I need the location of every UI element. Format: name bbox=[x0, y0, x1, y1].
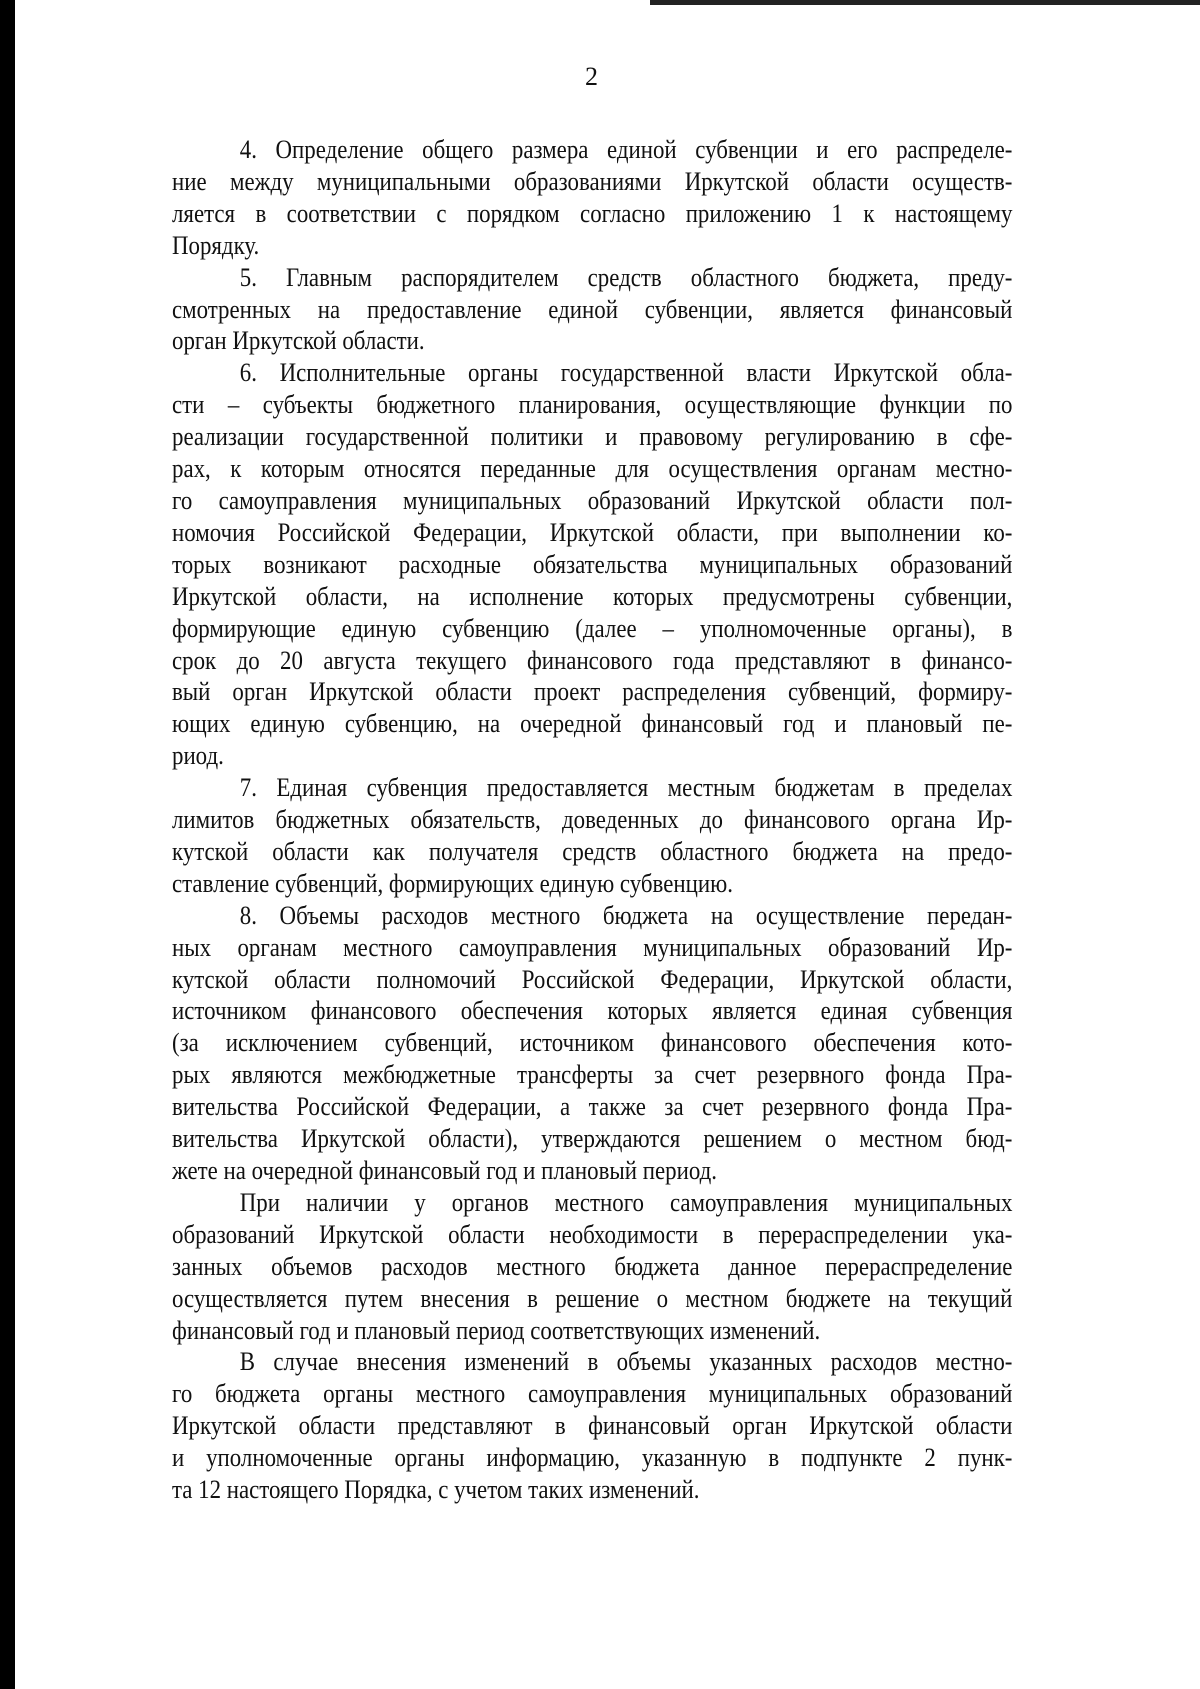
text-line: реализации государственной политики и правовому регулированию в сфе- bbox=[172, 422, 1013, 452]
text-line: 6. Исполнительные органы государственной власти Иркутской обла- bbox=[239, 358, 1013, 388]
text-line: орган Иркутской области. bbox=[172, 326, 425, 356]
paragraph bbox=[172, 900, 1012, 1187]
text-line: номочия Российской Федерации, Иркутской области, при выполнении ко- bbox=[172, 517, 1013, 547]
text-line: вительства Российской Федерации, а также за счет резервного фонда Пра- bbox=[172, 1092, 1013, 1122]
text-line: жете на очередной финансовый год и плановый период. bbox=[172, 1156, 717, 1185]
text-line: ние между муниципальными образованиями Иркутской области осуществ- bbox=[172, 166, 1013, 196]
text-line: кутской области как получателя средств областного бюджета на предо- bbox=[172, 836, 1013, 866]
text-line: источником финансового обеспечения которых является единая субвенция bbox=[172, 996, 1013, 1026]
paragraph bbox=[172, 1346, 1012, 1506]
scan-edge-bar bbox=[0, 0, 15, 1689]
text-line: 7. Единая субвенция предоставляется местным бюджетам в пределах bbox=[239, 773, 1013, 803]
text-line: В случае внесения изменений в объемы указанных расходов местно- bbox=[239, 1347, 1013, 1377]
scan-top-edge bbox=[650, 0, 1200, 5]
paragraph bbox=[172, 357, 1012, 772]
text-line: лимитов бюджетных обязательств, доведенных до финансового органа Ир- bbox=[172, 805, 1013, 835]
text-line: финансовый год и плановый период соответствующих изменений. bbox=[172, 1315, 821, 1345]
text-line: 4. Определение общего размера единой субвенции и его распределе- bbox=[239, 135, 1013, 164]
page-number: 2 bbox=[585, 62, 598, 91]
text-line: го бюджета органы местного самоуправления муниципальных образований bbox=[172, 1379, 1013, 1409]
text-line: осуществляется путем внесения в решение о местном бюджете на текущий bbox=[172, 1283, 1013, 1313]
text-line: 5. Главным распорядителем средств областного бюджета, преду- bbox=[239, 262, 1013, 292]
text-line: риод. bbox=[172, 741, 224, 771]
text-line: ляется в соответствии с порядком согласно приложению 1 к настоящему bbox=[172, 198, 1013, 228]
text-line: (за исключением субвенций, источником финансового обеспечения кото- bbox=[172, 1028, 1013, 1058]
paragraph bbox=[172, 1187, 1012, 1347]
text-line: Иркутской области представляют в финансовый орган Иркутской области bbox=[172, 1411, 1013, 1441]
text-line: кутской области полномочий Российской Федерации, Иркутской области, bbox=[172, 964, 1013, 994]
text-line: торых возникают расходные обязательства муниципальных образований bbox=[172, 549, 1013, 579]
document-body bbox=[172, 134, 1012, 1506]
text-line: образований Иркутской области необходимости в перераспределении ука- bbox=[172, 1219, 1013, 1249]
text-line: ставление субвенций, формирующих единую субвенцию. bbox=[172, 868, 733, 898]
text-line: рах, к которым относятся переданные для осуществления органам местно- bbox=[172, 454, 1013, 484]
text-line: ных органам местного самоуправления муниципальных образований Ир- bbox=[172, 932, 1013, 962]
text-line: При наличии у органов местного самоуправления муниципальных bbox=[239, 1187, 1013, 1217]
text-line: вый орган Иркутской области проект распределения субвенций, формиру- bbox=[172, 677, 1013, 707]
text-line: и уполномоченные органы информацию, указанную в подпункте 2 пунк- bbox=[172, 1443, 1013, 1473]
text-line: формирующие единую субвенцию (далее – уполномоченные органы), в bbox=[172, 613, 1013, 643]
text-line: ющих единую субвенцию, на очередной финансовый год и плановый пе- bbox=[172, 709, 1013, 739]
paragraph bbox=[172, 772, 1012, 900]
text-line: го самоуправления муниципальных образований Иркутской области пол- bbox=[172, 485, 1013, 515]
text-line: 8. Объемы расходов местного бюджета на осуществление передан- bbox=[239, 900, 1013, 930]
text-line: вительства Иркутской области), утверждаются решением о местном бюд- bbox=[172, 1124, 1013, 1154]
text-line: Порядку. bbox=[172, 230, 260, 260]
text-line: сти – субъекты бюджетного планирования, осуществляющие функции по bbox=[172, 390, 1013, 420]
paragraph bbox=[172, 134, 1012, 262]
text-line: занных объемов расходов местного бюджета данное перераспределение bbox=[172, 1251, 1013, 1281]
text-line: рых являются межбюджетные трансферты за счет резервного фонда Пра- bbox=[172, 1060, 1013, 1090]
text-line: смотренных на предоставление единой субвенции, является финансовый bbox=[172, 294, 1013, 324]
text-line: та 12 настоящего Порядка, с учетом таких изменений. bbox=[172, 1475, 700, 1505]
text-line: срок до 20 августа текущего финансового года представляют в финансо- bbox=[172, 645, 1013, 675]
text-line: Иркутской области, на исполнение которых предусмотрены субвенции, bbox=[172, 581, 1013, 611]
paragraph bbox=[172, 262, 1012, 358]
